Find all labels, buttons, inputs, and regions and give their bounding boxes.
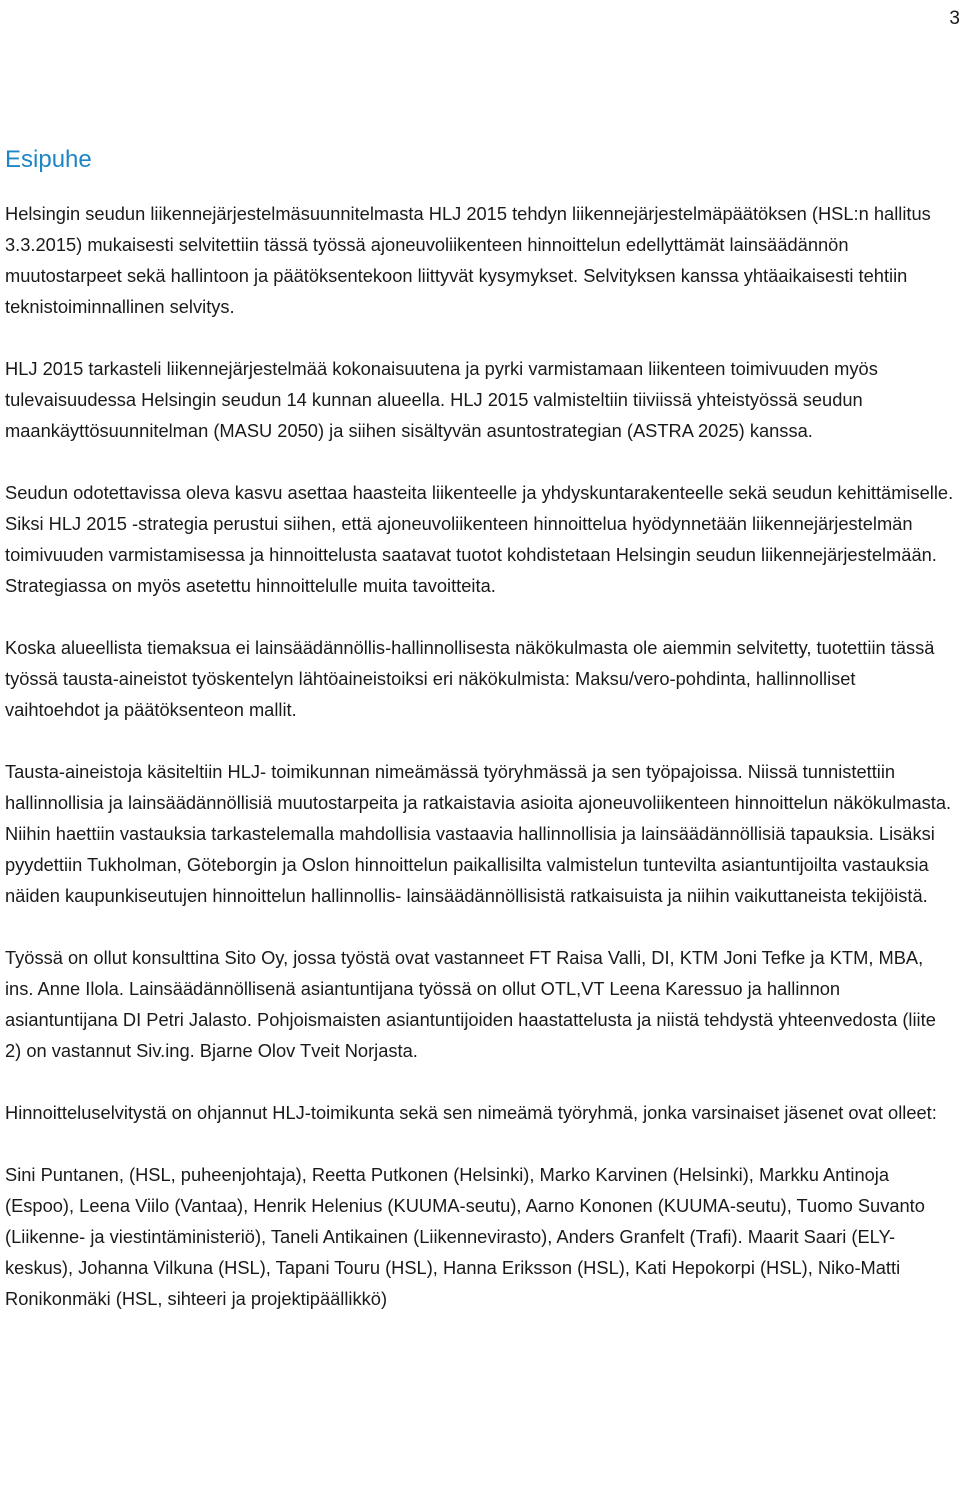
paragraph: Hinnoitteluselvitystä on ohjannut HLJ-toimikunta sekä sen nimeämä työryhmä, jonka varsinaiset jäsenet ovat olleet: — [5, 1102, 937, 1123]
paragraph: Seudun odotettavissa oleva kasvu asettaa haasteita liikenteelle ja yhdyskuntarakenteelle sekä seudun kehittämiselle. Siksi HLJ 2015 -strategia perustui siihen, että ajoneuvoliikenteen hinnoittelua hyödynnetään liikennejärjestelmän toimivuuden varmistamisessa ja hinnoittelusta saatavat tuotot kohdistetaan Helsingin seudun liikennejärjestelmään. Strategiassa on myös asetettu hinnoittelulle muita tavoitteita. — [5, 482, 954, 596]
paragraph: Sini Puntanen, (HSL, puheenjohtaja), Reetta Putkonen (Helsinki), Marko Karvinen (Helsinki), Markku Antinoja (Espoo), Leena Viilo (Vantaa), Henrik Helenius (KUUMA-seutu), Aarno Kononen (KUUMA-seutu), Tuomo Suvanto (Liikenne- ja viestintäministeriö), Taneli Antikainen (Liikennevirasto), Anders Granfelt (Trafi). Maarit Saari (ELY-keskus), Johanna Vilkuna (HSL), Tapani Touru (HSL), Hanna Eriksson (HSL), Kati Hepokorpi (HSL), Niko-Matti Ronikonmäki (HSL, sihteeri ja projektipäällikkö) — [5, 1164, 925, 1309]
document-content — [5, 146, 955, 1314]
paragraph: Tausta-aineistoja käsiteltiin HLJ- toimikunnan nimeämässä työryhmässä ja sen työpajoissa. Niissä tunnistettiin hallinnollisia ja lainsäädännöllisiä muutostarpeita ja ratkaistavia asioita ajoneuvoliikenteen hinnoittelun näkökulmasta. Niihin haettiin vastauksia tarkastelemalla mahdollisia vastaavia hallinnollisia ja lainsäädännöllisiä tapauksia. Lisäksi pyydettiin Tukholman, Göteborgin ja Oslon hinnoittelun paikallisilta valmistelun tuntevilta asiantuntijoilta vastauksia näiden kaupunkiseutujen hinnoittelun hallinnollis- lainsäädännöllisistä ratkaisuista ja niihin vaikuttaneista tekijöistä. — [5, 761, 952, 906]
paragraph: Koska alueellista tiemaksua ei lainsäädännöllis-hallinnollisesta näkökulmasta ole aiemmin selvitetty, tuotettiin tässä työssä tausta-aineistot työskentelyn lähtöaineistoiksi eri näkökulmista: Maksu/vero-pohdinta, hallinnolliset vaihtoehdot ja päätöksenteon mallit. — [5, 637, 935, 720]
paragraph: Työssä on ollut konsulttina Sito Oy, jossa työstä ovat vastanneet FT Raisa Valli, DI, KTM Joni Tefke ja KTM, MBA, ins. Anne Ilola. Lainsäädännöllisenä asiantuntijana työssä on ollut OTL,VT Leena Karessuo ja hallinnon asiantuntijana DI Petri Jalasto. Pohjoismaisten asiantuntijoiden haastattelusta ja niistä tehdystä yhteenvedosta (liite 2) on vastannut Siv.ing. Bjarne Olov Tveit Norjasta. — [5, 947, 936, 1061]
paragraph: HLJ 2015 tarkasteli liikennejärjestelmää kokonaisuutena ja pyrki varmistamaan liikenteen toimivuuden myös tulevaisuudessa Helsingin seudun 14 kunnan alueella. HLJ 2015 valmisteltiin tiiviissä yhteistyössä seudun maankäyttösuunnitelman (MASU 2050) ja siihen sisältyvän asuntostrategian (ASTRA 2025) kanssa. — [5, 358, 878, 441]
paragraph: Helsingin seudun liikennejärjestelmäsuunnitelmasta HLJ 2015 tehdyn liikennejärjestelmäpäätöksen (HSL:n hallitus 3.3.2015) mukaisesti selvitettiin tässä työssä ajoneuvoliikenteen hinnoittelun edellyttämät lainsäädännön muutostarpeet sekä hallintoon ja päätöksentekoon liittyvät kysymykset. Selvityksen kanssa yhtäaikaisesti tehtiin teknistoiminnallinen selvitys. — [5, 203, 931, 317]
page-number: 3 — [949, 8, 960, 29]
section-title: Esipuhe — [5, 146, 92, 173]
